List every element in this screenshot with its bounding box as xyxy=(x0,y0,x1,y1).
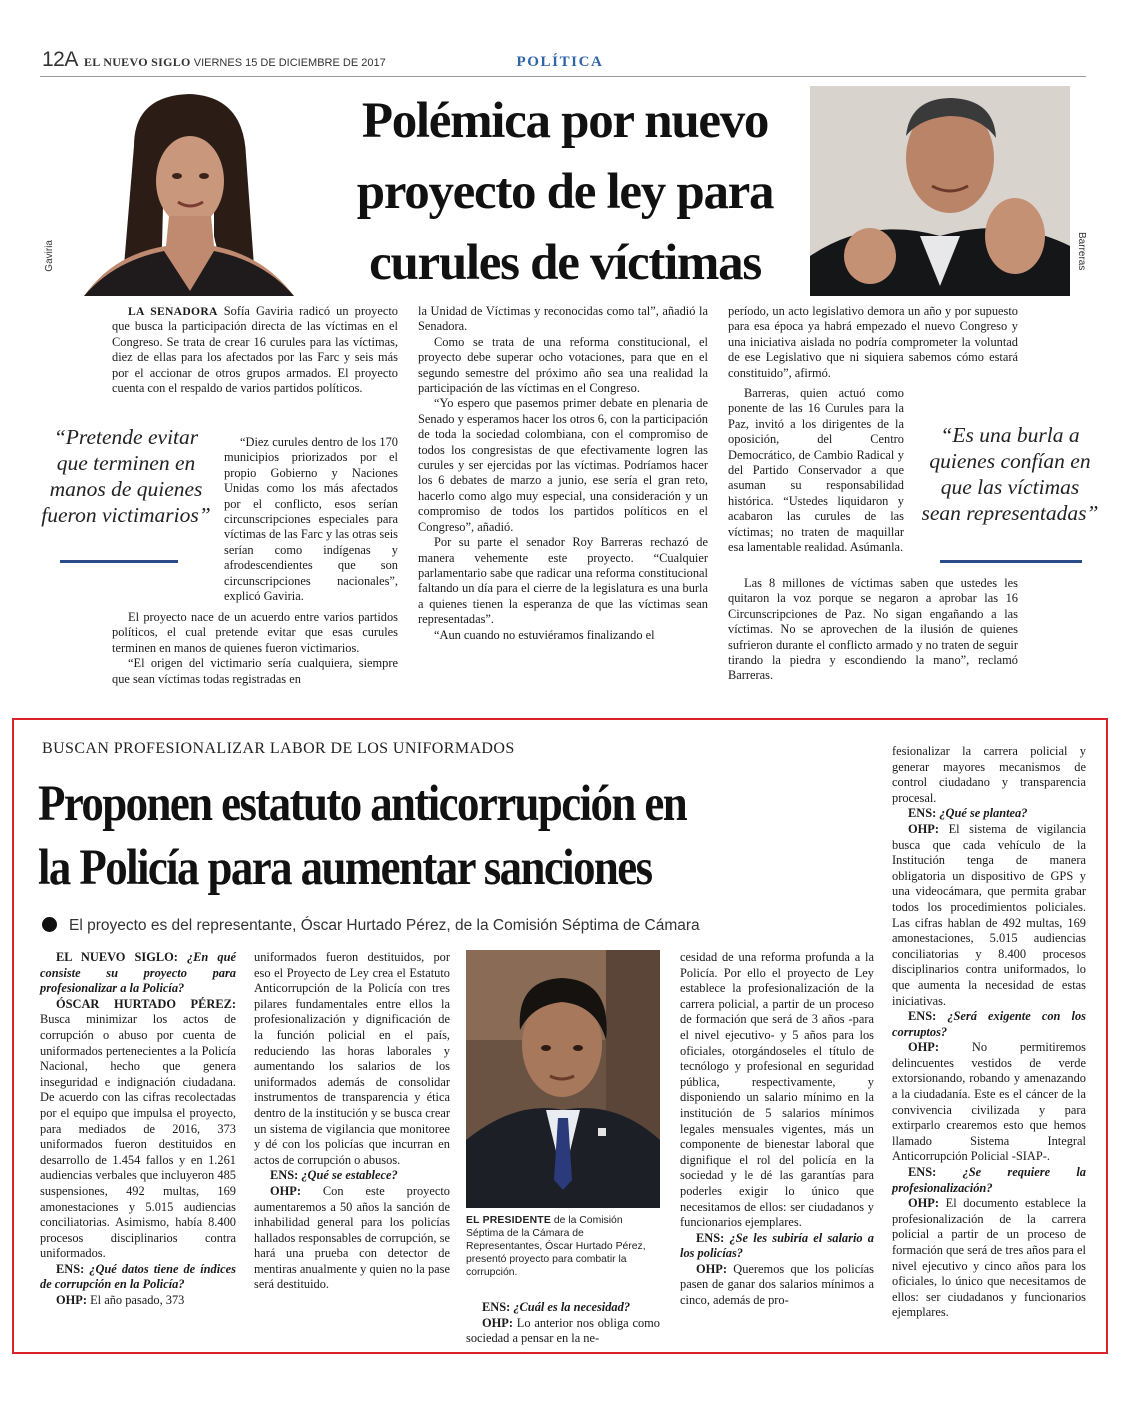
pull-quote-left: “Pretende evitar que terminen en manos de quienes fueron victimarios” xyxy=(41,425,211,527)
answer: Con este proyecto aumentaremos a 50 años la sanción de inhabilidad general para los policías hallados responsables de corrupción, se hará una prueba con detector de mentiras anualmente y quien no la pase será destituido. xyxy=(254,1183,450,1292)
question: ¿Qué datos tiene de índices de corrupción en la Policía? xyxy=(40,1261,236,1292)
bullet-icon xyxy=(42,917,57,932)
question: ¿En qué consiste su proyecto para profesionalizar a la Policía? xyxy=(40,950,236,996)
top-headline xyxy=(300,86,830,299)
paragraph: “Yo espero que pasemos primer debate en plenaria de Senado y esperamos hacer los otros 6, con la participación de toda la sociedad colombiana, con el compromiso de todos los congresistas de que efectivamente logren las curules y ser ejercidas por las víctimas. Podríamos hacer los 6 debates de marzo a junio, ese sería el gran reto, hacerlo como algo muy especial, una consideración y un compromiso de todos los partidos políticos en el Congreso”, añadió. xyxy=(418,396,708,534)
bottom-headline-line: Proponen estatuto anticorrupción en xyxy=(38,776,687,832)
paragraph: Sofía Gaviria radicó un proyecto que busca la participación directa de las víctimas en el Congreso. Se trata de crear 16 curules para las víctimas, diez de ellas para los afectados por las Farc y seis más por el accionar de otros grupos armados. El proyecto cuenta con el respaldo de varios partidos políticos. xyxy=(112,304,398,396)
answer: El año pasado, 373 xyxy=(90,1293,185,1308)
answer: El sistema de vigilancia busca que cada vehículo de la Institución tenga de manera obligatoria un dispositivo de GPS y una videocámara, que permita grabar todos los procedimientos policiales. Las cifras hablan de 492 multas, 169 amonestaciones, 5.015 audiencias conciliatorias y 8.400 procesos disciplinarios contra uniformados, lo que aumenta la necesidad de estas iniciativas. xyxy=(892,821,1086,1008)
speaker: ENS: xyxy=(908,806,937,821)
paragraph: Por su parte el senador Roy Barreras rechazó de manera vehemente este proyecto. “Cualquier parlamentario sabe que radicar una reforma constitucional faltando un día para el cierre de la legislatura es una burla a quienes tienen la esperanza de que las víctimas sean representadas”. xyxy=(418,535,708,627)
pull-quote-rule xyxy=(940,560,1082,563)
section-label: POLÍTICA xyxy=(516,54,604,70)
speaker: OHP: xyxy=(908,821,939,836)
question: ¿Qué se establece? xyxy=(301,1168,398,1183)
paragraph: “El origen del victimario sería cualquiera, siempre que sean víctimas todas registradas en xyxy=(112,656,398,686)
top-column-3-wrap xyxy=(728,386,904,555)
bottom-headline-line: la Policía para aumentar sanciones xyxy=(38,840,652,896)
question: ¿Se les subiría el salario a los policías? xyxy=(680,1230,874,1261)
speaker: OHP: xyxy=(270,1183,301,1198)
answer: Queremos que los policías pasen de ganar dos salarios mínimos a cinco, además de pro- xyxy=(680,1261,874,1308)
answer: El documento establece la profesionalización de la carrera policial a partir de un proceso de formación que será de tres años para el nivel ejecutivo y cinco años para los oficiales, lo único que necesitamos de ellos: ser ciudadanos y funcionarios ejemplares. xyxy=(892,1196,1086,1320)
photo-senator-gaviria xyxy=(64,86,304,296)
speaker: OHP: xyxy=(908,1040,939,1055)
speaker: OHP: xyxy=(908,1196,939,1211)
speaker: ENS: xyxy=(696,1230,725,1245)
answer: No permitiremos delincuentes vestidos de verde extorsionando, robando y amenazando a la ciudadanía. Este es el cáncer de la convivencia civilizada y para extirparlo crearemos esto que hemos llamado Sistema Integral Anticorrupción Policial -SIAP-. xyxy=(892,1040,1086,1164)
top-column-3 xyxy=(728,304,1018,381)
photo-senator-barreras xyxy=(810,86,1070,296)
answer: Lo anterior nos obliga como sociedad a pensar en la ne- xyxy=(466,1315,660,1346)
question: ¿Se requiere la profesionalización? xyxy=(892,1165,1086,1195)
paragraph: Como se trata de una reforma constitucional, el proyecto debe superar ocho votaciones, para que en el segundo semestre del próximo año sea una realidad la participación de las víctimas en el Congreso. xyxy=(418,334,708,396)
subtitle-text: El proyecto es del representante, Óscar Hurtado Pérez, de la Comisión Séptima de Cámara xyxy=(69,917,700,934)
top-column-2 xyxy=(418,304,708,643)
photo-credit-right: Barreras xyxy=(1076,232,1087,271)
top-headline-line: Polémica por nuevo xyxy=(361,93,769,149)
speaker: OHP: xyxy=(696,1261,727,1276)
bottom-headline xyxy=(38,772,786,900)
speaker: ENS: xyxy=(908,1009,937,1024)
top-column-1-wrap xyxy=(224,435,398,604)
question: ¿Cuál es la necesidad? xyxy=(513,1300,631,1314)
subtitle xyxy=(42,917,700,935)
lead-in: LA SENADORA xyxy=(128,305,218,318)
paragraph: Barreras, quien actuó como ponente de las 16 Curules para la Paz, invitó a los dirigentes de la oposición, del Centro Democrático, de Cambio Radical y del Partido Conservador a que asuman su responsabilidad histórica. “Ustedes liquidaron y acabaron las curules de las víctimas; no traten de maquillar esa lamentable realidad. Asúmanla. xyxy=(728,386,904,555)
issue-date: VIERNES 15 DE DICIEMBRE DE 2017 xyxy=(193,57,386,69)
paragraph: fesionalizar la carrera policial y generar mayores mecanismos de control ciudadano y transparencia procesal. xyxy=(892,744,1086,805)
pull-quote-right: “Es una burla a quienes confían en que las víctimas sean representadas” xyxy=(921,423,1099,525)
masthead xyxy=(84,55,386,70)
bottom-column-4 xyxy=(680,950,874,1309)
caption-lead: EL PRESIDENTE xyxy=(466,1215,551,1226)
speaker: ENS: xyxy=(56,1261,85,1276)
top-column-1 xyxy=(112,304,398,396)
question: ¿Será exigente con los corruptos? xyxy=(892,1009,1086,1039)
paragraph: “Diez curules dentro de los 170 municipios priorizados por el propio Gobierno y Naciones Unidas como los más afectados por el conflicto, esos serían circunscripciones especiales para víctimas de las Farc y las otras seis serían como indígenas y afrodescendientes que son circunscripciones nacionales”, explicó Gaviria. xyxy=(224,435,398,604)
newspaper-name: EL NUEVO SIGLO xyxy=(84,55,191,69)
bottom-column-1 xyxy=(40,950,236,1309)
question: ¿Qué se plantea? xyxy=(939,806,1028,821)
speaker: OHP: xyxy=(482,1315,513,1330)
photo-oscar-hurtado xyxy=(466,950,660,1208)
speaker: EL NUEVO SIGLO: xyxy=(56,950,178,964)
answer: Busca minimizar los actos de corrupción o abuso por cuenta de uniformados pertenecientes a la Policía Nacional, hecho que genera inseguridad e indignación ciudadana. De acuerdo con las cifras recolectadas por el equipo que impulsa el proyecto, para mediados de 2016, 373 uniformados fueron destituidos en desarrollo de 1.454 fallos y en 1.261 audiencias verbales que incluyeron 485 suspensiones, 492 multas, 169 amonestaciones y 5.015 audiencias conciliatorias. Asimismo, había 8.400 procesos disciplinarios contra uniformados. xyxy=(40,1012,236,1261)
page-number: 12A xyxy=(42,48,78,71)
paragraph: uniformados fueron destituidos, por eso el Proyecto de Ley crea el Estatuto Anticorrupción de la Policía con tres pilares fundamentales entre ellos la profesionalización y dignificación de la función policial en el país, reduciendo las horas laborales y aumentando los salarios de los uniformados además de consolidar instrumentos de transparencia y ética dentro de la institución y se busca crear un sistema de vigilancia que monitoree y dé con los policías que incurran en actos de corrupción o abusos. xyxy=(254,950,450,1167)
pull-quote-rule xyxy=(60,560,178,563)
kicker: BUSCAN PROFESIONALIZAR LABOR DE LOS UNIFORMADOS xyxy=(42,740,515,757)
speaker: ÓSCAR HURTADO PÉREZ: xyxy=(56,996,236,1011)
speaker: ENS: xyxy=(908,1165,937,1180)
header-rule xyxy=(40,76,1086,77)
top-headline-line: curules de víctimas xyxy=(369,235,761,291)
paragraph: “Aun cuando no estuviéramos finalizando el xyxy=(434,627,655,642)
photo-caption xyxy=(466,1214,658,1279)
top-headline-line: proyecto de ley para xyxy=(356,164,774,220)
paragraph: Las 8 millones de víctimas saben que ustedes les quitaron la voz porque se negaron a aprobar las 16 Circunscripciones de Paz. No sigan engañando a las víctimas. No se aprovechen de la ilusión de quienes sufrieron durante el conflicto armado y no traten de seguir tirando la piedra y escondiendo la mano”, reclamó Barreras. xyxy=(728,576,1018,683)
paragraph: la Unidad de Víctimas y reconocidas como tal”, añadió la Senadora. xyxy=(418,304,708,334)
speaker: OHP: xyxy=(56,1293,87,1308)
bottom-column-2 xyxy=(254,950,450,1293)
bottom-column-5 xyxy=(892,744,1086,1321)
paragraph: El proyecto nace de un acuerdo entre varios partidos políticos, el cual pretende evitar que esas curules terminen en manos de quienes fueron victimarios. xyxy=(112,610,398,655)
paragraph: período, un acto legislativo demora un año y por supuesto para esa época ya habrá empezado el nuevo Congreso y una iniciativa aislada no podría comprometer la voluntad de ese Legislativo que ni siquiera sabemos cómo estará constituido”, afirmó. xyxy=(728,304,1018,380)
photo-credit-left: Gaviria xyxy=(44,240,55,272)
paragraph: cesidad de una reforma profunda a la Policía. Por ello el proyecto de Ley establece la profesionalización de la carrera policial, a partir de un proceso de formación que será de 3 años -para el nivel ejecutivo- y 5 años para los oficiales, otorgándoseles el título de tecnólogo y profesional en seguridad pública, respectivamente, y disponiendo un salario mínimo en la institución de 5 salarios mínimos legales mensuales vigentes, más un componente de bienestar laboral que dignifique el rol del policía en la sociedad y le dé las garantías para poderles exigir lo único que necesitamos de ellos: ser ciudadanos y funcionarios ejemplares. xyxy=(680,950,874,1230)
top-column-3-bottom xyxy=(728,576,1018,684)
speaker: ENS: xyxy=(482,1300,511,1314)
caption-text: de la Comisión Séptima de la Cámara de Representantes, Óscar Hurtado Pérez, presentó proyecto para combatir la corrupción. xyxy=(466,1215,646,1278)
bottom-column-3 xyxy=(466,1300,660,1347)
top-column-1-bottom xyxy=(112,610,398,687)
speaker: ENS: xyxy=(270,1168,299,1183)
